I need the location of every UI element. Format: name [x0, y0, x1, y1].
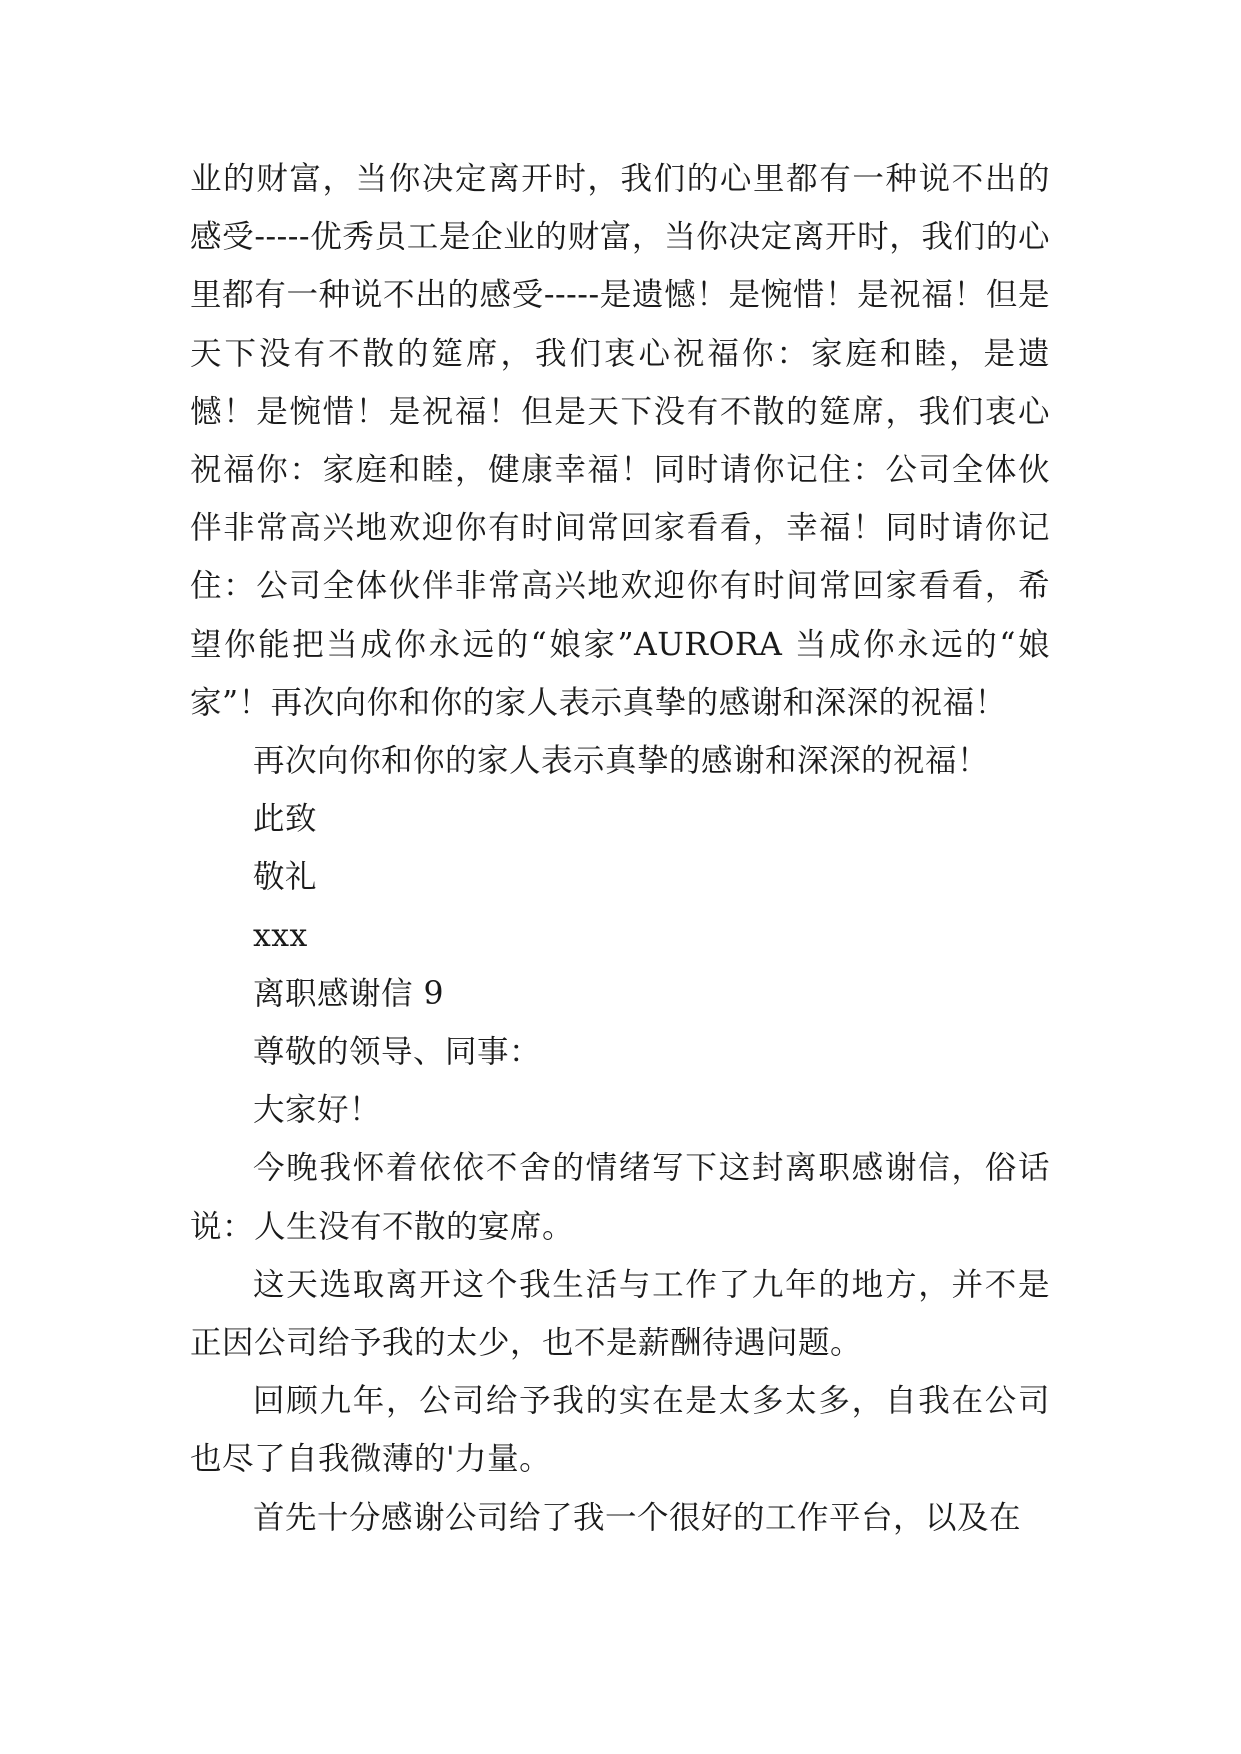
- section-title: 离职感谢信 9: [253, 975, 445, 1012]
- paragraph-continuation: 业的财富，当你决定离开时，我们的心里都有一种说不出的感受-----优秀员工是企业的财富，当你决定离开时，我们的心里都有一种说不出的感受-----是遗憾！是惋惜！是祝福！但是天下没有不散的筵席，我们衷心祝福你：家庭和睦，是遗憾！是惋惜！是祝福！但是天下没有不散的筵席，我们衷心祝福你：家庭和睦，健康幸福！同时请你记住：公司全体伙伴非常高兴地欢迎你有时间常回家看看，幸福！同时请你记住：公司全体伙伴非常高兴地欢迎你有时间常回家看看，希望你能把当成你永远的“娘家”AURORA 当成你永远的“娘家”！再次向你和你的家人表示真挚的感谢和深深的祝福！: [190, 161, 1050, 721]
- closing-salutation: 此致: [253, 801, 318, 838]
- document-body: [190, 150, 1050, 1547]
- paragraph-gratitude: 首先十分感谢公司给了我一个很好的工作平台，以及在: [253, 1499, 1022, 1536]
- greeting-hello: 大家好！: [253, 1092, 382, 1129]
- closing-regards: 敬礼: [253, 859, 318, 896]
- paragraph-reason: 这天选取离开这个我生活与工作了九年的地方，并不是正因公司给予我的太少，也不是薪酬待遇问题。: [190, 1266, 1050, 1362]
- paragraph-intro: 今晚我怀着依依不舍的情绪写下这封离职感谢信，俗话说：人生没有不散的宴席。: [190, 1150, 1050, 1245]
- paragraph-repeat-thanks: 再次向你和你的家人表示真挚的感谢和深深的祝福！: [253, 743, 990, 780]
- greeting-recipients: 尊敬的领导、同事：: [253, 1034, 542, 1071]
- paragraph-review: 回顾九年，公司给予我的实在是太多太多，自我在公司也尽了自我微薄的'力量。: [190, 1383, 1050, 1478]
- signature-name: xxx: [253, 917, 308, 954]
